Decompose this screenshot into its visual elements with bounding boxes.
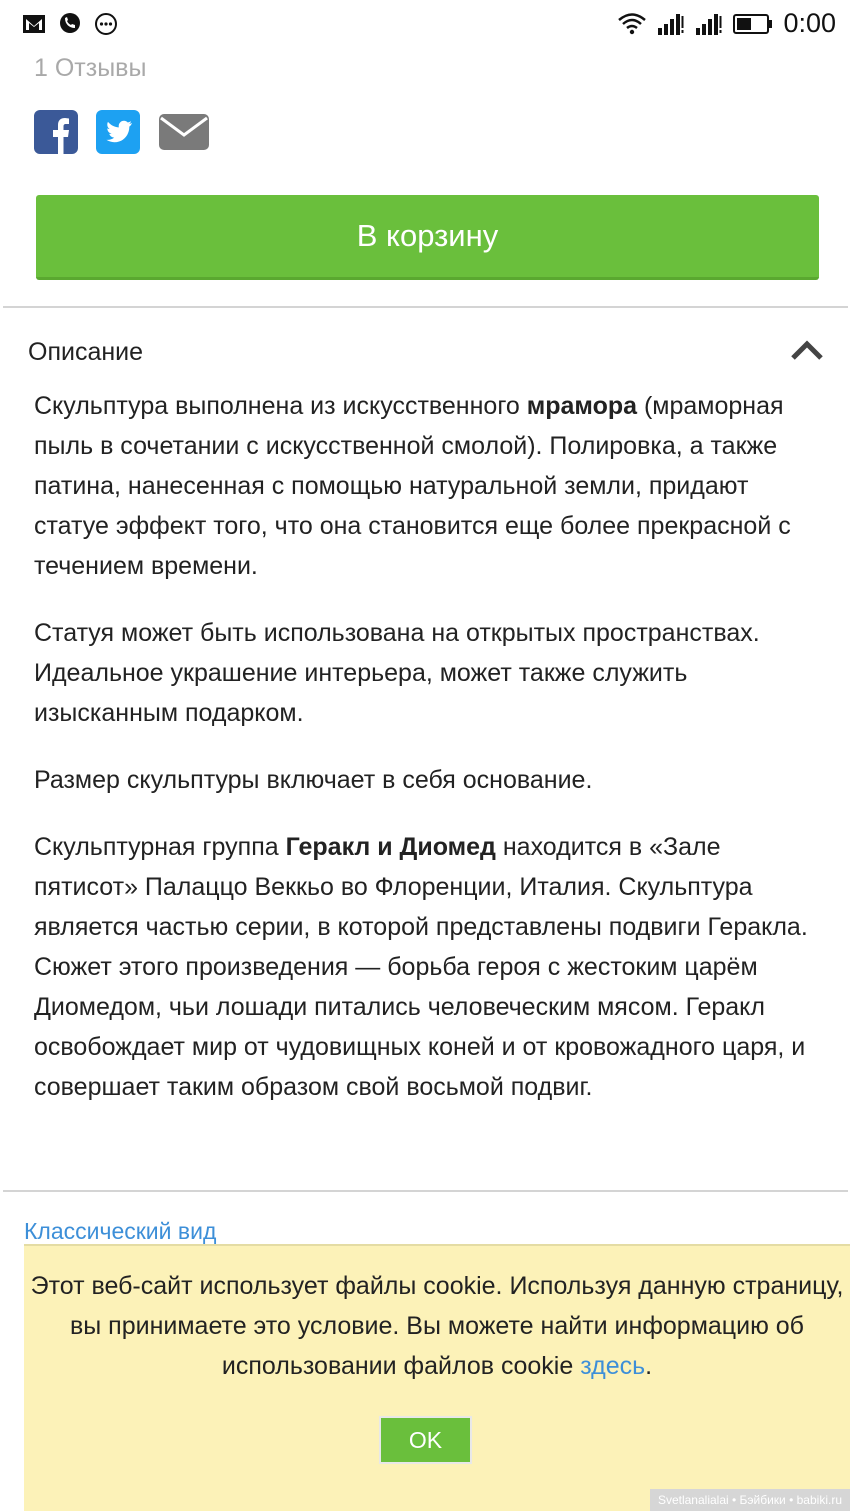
wifi-icon — [617, 12, 647, 36]
cookie-message — [24, 1266, 850, 1386]
reviews-count[interactable]: 1 Отзывы — [34, 54, 147, 82]
cookie-text: Этот веб-сайт использует файлы cookie. Используя данную страницу, вы принимаете это условие. Вы можете найти информацию об использовании файлов cookie — [30, 1272, 844, 1380]
divider — [3, 1190, 848, 1192]
description-heading[interactable]: Описание — [28, 338, 144, 366]
text-run: Статуя может быть использована на открытых пространствах. Идеальное украшение интерьера, может также служить изысканным подарком. — [34, 619, 760, 727]
mail-icon[interactable] — [158, 110, 210, 154]
cookie-banner — [24, 1244, 850, 1511]
twitter-icon[interactable] — [96, 110, 140, 154]
text-run: (мраморная пыль в сочетании с искусственной смолой). Полировка, а также патина, нанесенная с помощью натуральной земли, придают статуе эффект того, что она становится еще более прекрасной с течением времени. — [34, 392, 791, 580]
watermark: Svetlanalialai • Бэйбики • babiki.ru — [650, 1489, 850, 1511]
text-run: Скульптурная группа — [34, 833, 286, 861]
description-paragraph — [34, 613, 824, 733]
text-run: Размер скульптуры включает в себя основание. — [34, 766, 593, 794]
battery-icon — [733, 13, 773, 35]
facebook-icon[interactable] — [34, 110, 78, 154]
text-run: находится в «Зале пятисот» Палаццо Веккьо во Флоренции, Италия. Скульптура является частью серии, в которой представлены подвиги Геракла. Сюжет этого произведения — борьба героя с жестоким царём Диомедом, чьи лошади питались человеческим мясом. Геракл освобождает мир от чудовищных коней и от кровожадного царя, и совершает таким образом свой восьмой подвиг. — [34, 833, 808, 1101]
signal-icon — [657, 12, 685, 36]
signal-icon — [695, 12, 723, 36]
cookie-text-end: . — [645, 1352, 653, 1380]
bold-text: мрамора — [526, 392, 638, 420]
cookie-ok-button[interactable]: OK — [379, 1416, 472, 1464]
add-to-cart-button[interactable]: В корзину — [36, 195, 819, 280]
divider — [3, 306, 848, 308]
cookie-info-link[interactable]: здесь — [580, 1352, 646, 1380]
clock: 0:00 — [783, 8, 836, 38]
description-text — [34, 386, 824, 1134]
description-paragraph — [34, 760, 824, 800]
description-paragraph — [34, 386, 824, 586]
text-run: Скульптура выполнена из искусственного — [34, 392, 527, 420]
status-bar — [0, 0, 850, 50]
share-buttons — [34, 110, 210, 154]
chevron-up-icon[interactable] — [790, 338, 824, 364]
viber-icon — [58, 12, 82, 36]
gmail-icon — [22, 13, 46, 35]
description-paragraph — [34, 827, 824, 1107]
bold-text: Геракл и Диомед — [285, 833, 496, 861]
more-icon — [94, 12, 118, 36]
classic-view-link[interactable]: Классический вид — [24, 1218, 217, 1244]
